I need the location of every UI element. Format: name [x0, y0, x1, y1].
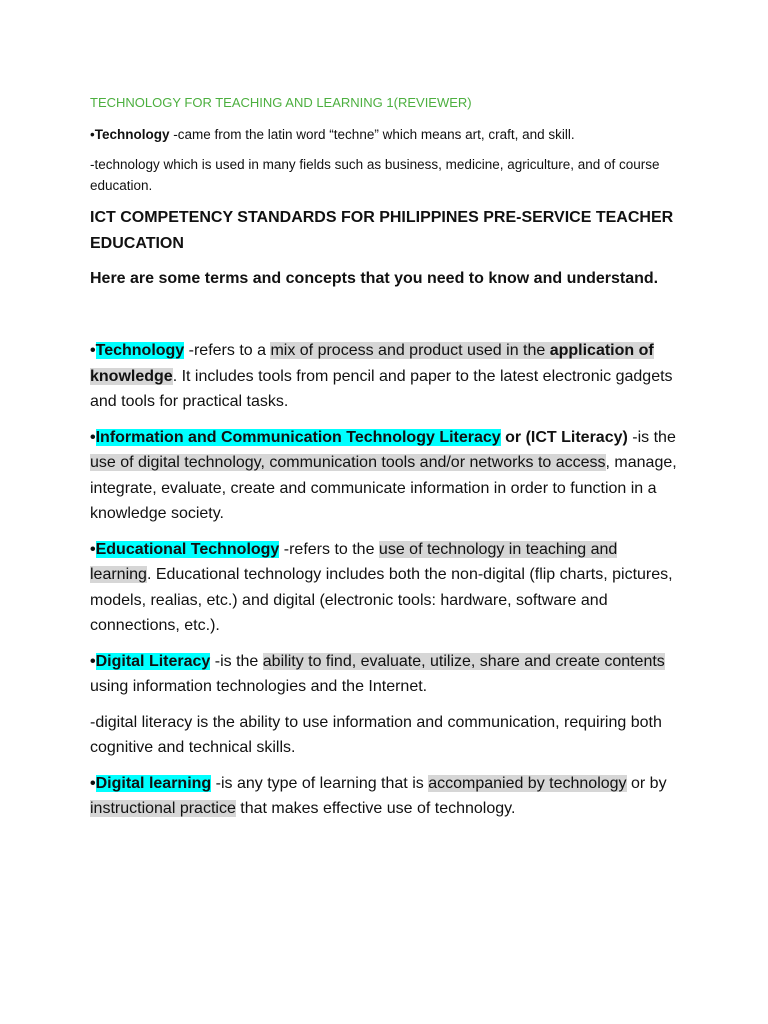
- section-subheading: Here are some terms and concepts that you need to know and understand.: [90, 270, 659, 287]
- intro-note: -technology which is used in many fields such as business, medicine, agriculture, and of course education.: [90, 157, 660, 193]
- term-text: -refers to the: [279, 540, 379, 558]
- highlighted-phrase: ability to find, evaluate, utilize, share and create contents: [262, 652, 665, 670]
- term-text: -is the: [210, 652, 263, 670]
- term-text: . It includes tools from pencil and paper to the latest electronic gadgets and tools for practical tasks.: [90, 367, 673, 410]
- term-text: . Educational technology includes both the non-digital (flip charts, pictures, models, realias, etc.) and digital (electronic tools: hardware, software and connections, etc.).: [90, 566, 673, 634]
- intro-term: Technology: [94, 127, 170, 142]
- term-text: using information technologies and the Internet.: [90, 678, 428, 695]
- term-label: Information and Communication Technology Literacy: [95, 428, 501, 446]
- term-ict-literacy: [90, 425, 680, 527]
- highlighted-phrase: use of digital technology, communication tools and/or networks to access: [90, 454, 606, 471]
- term-technology: [90, 338, 680, 415]
- term-label: Educational Technology: [95, 540, 280, 558]
- bullet: •: [90, 428, 96, 446]
- term-digital-literacy: [90, 649, 680, 700]
- intro-definition-text: -came from the latin word “techne” which means art, craft, and skill.: [169, 127, 575, 142]
- bullet: •: [90, 127, 95, 142]
- document-page: [90, 94, 680, 832]
- highlighted-phrase: instructional practice: [90, 800, 236, 817]
- term-label: Technology: [95, 342, 185, 359]
- term-text: -is any type of learning that is: [211, 774, 429, 792]
- term-text: that makes effective use of technology.: [235, 800, 516, 817]
- document-title: TECHNOLOGY FOR TEACHING AND LEARNING 1(REVIEWER): [90, 95, 472, 110]
- term-text: -is the: [627, 428, 676, 446]
- term-text: or by: [626, 774, 667, 792]
- bullet: •: [90, 342, 96, 359]
- term-label: Digital learning: [95, 774, 212, 792]
- bullet: •: [90, 774, 96, 792]
- highlighted-phrase: accompanied by technology: [428, 774, 627, 792]
- intro-definition: [90, 124, 680, 145]
- highlighted-phrase: mix of process and product used in the: [270, 342, 550, 359]
- bold-highlighted-phrase: application of knowledge: [90, 342, 654, 385]
- bullet: •: [90, 652, 96, 670]
- digital-literacy-note: -digital literacy is the ability to use information and communication, requiring both cognitive and technical skills.: [90, 713, 662, 756]
- term-text: , manage, integrate, evaluate, create and communicate information in order to function in a knowledge society.: [90, 454, 677, 522]
- bullet: •: [90, 540, 96, 558]
- term-digital-learning: [90, 771, 680, 822]
- term-label: Digital Literacy: [95, 652, 211, 670]
- term-text: -refers to a: [184, 342, 271, 359]
- highlighted-phrase: use of technology in teaching and learning: [90, 540, 618, 583]
- term-educational-technology: [90, 537, 680, 639]
- term-abbreviation: or (ICT Literacy): [500, 428, 628, 446]
- section-heading: ICT COMPETENCY STANDARDS FOR PHILIPPINES PRE-SERVICE TEACHER EDUCATION: [90, 209, 674, 252]
